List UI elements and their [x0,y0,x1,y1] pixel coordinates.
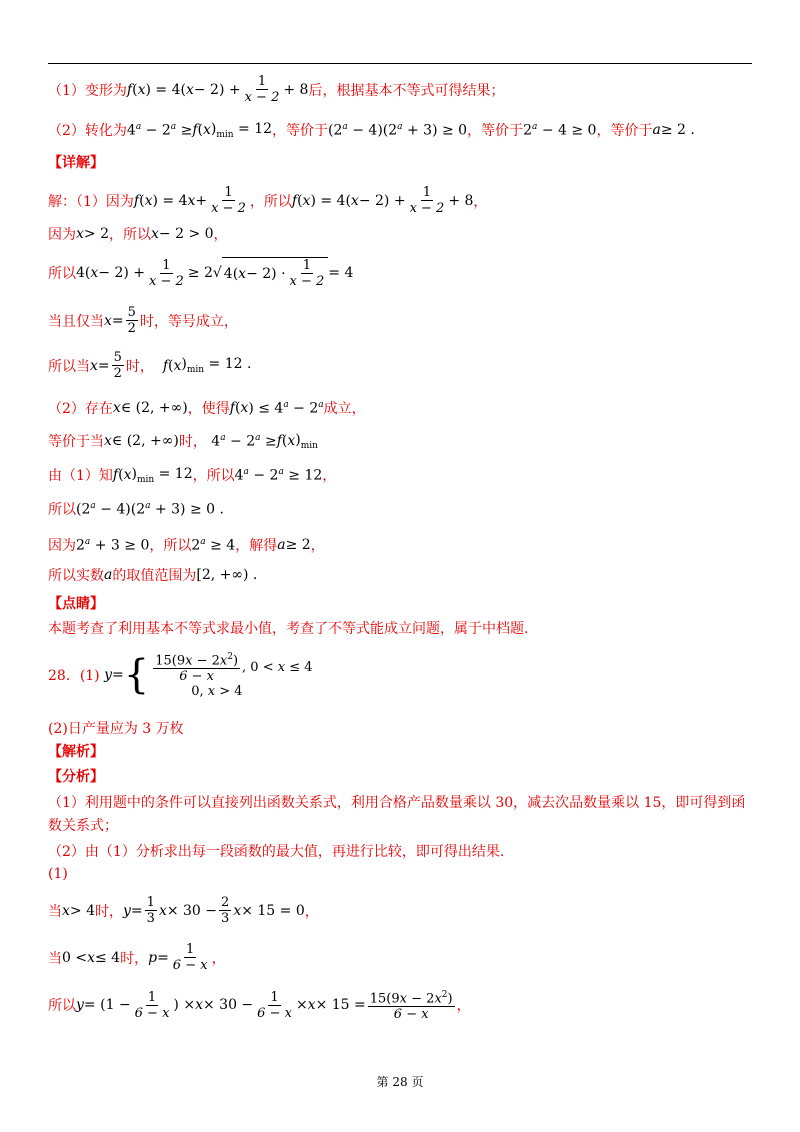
q28-answer-2: (2)日产量应为 3 万枚 [48,721,184,737]
analysis-line-2: 数关系式； [48,818,118,834]
page-number: 第 28 页 [376,1075,424,1089]
solution-line-11: 所以实数 a 的取值范围为 [2, +∞) . [48,567,258,584]
solution-line-9: 所以 $(2^a - 4)(2^a + 3) \ge 0$ . [48,500,224,518]
solution-line-10: 因为 $2^a + 3 \ge 0$ ，所以 $2^a \ge 4$ ，解得 a ≥ 2 ， [48,536,325,554]
comment-text: 本题考查了利用基本不等式求最小值，考查了不等式能成立问题，属于中档题. [48,621,529,637]
hint-line-2: （2）转化为 $4^a - 2^a$ ≥ f ( x )$_{min} = 12$ ，等价于 $(2^a - 4)(2^a + 3) \ge 0$ ，等价于 $2^a - 4 \ge 0$ ，等价于 a ≥ 2 . [48,120,695,140]
part-1-line-1: 当 x > 4 时， y = $\frac{1}{3}$ x × 30 − $\frac{2}{3}$ x × 15 = 0 ， [48,895,319,926]
solution-line-5: 所以当 x = $\frac{5}{2}$ 时， f ( x )$_{min} = 12$ . [48,350,252,381]
q28-answer-1: 28．(1) y = { $\frac{15(9x - 2x^2)}{6 - x}$ , 0 < x ≤ 4 0, x > 4 [48,651,313,700]
detail-heading: 【详解】 [48,155,104,171]
analysis-line-1: （1）利用题中的条件可以直接列出函数关系式，利用合格产品数量乘以 30，减去次品数量乘以 15，即可得到函 [48,795,746,811]
comment-heading: 【点睛】 [48,596,104,612]
solution-line-7: 等价于当 x ∈ (2, +∞) 时， $4^a - 2^a$ ≥ f ( x )$_{min}$ [48,431,318,451]
hint-line-1: （1）变形为 f ( x ) = 4( x − 2) + $\frac{1}{x - 2}$ + 8 后，根据基本不等式可得结果； [48,74,505,105]
analysis-heading: 【解析】 [48,744,104,760]
analysis-line-3: （2）由（1）分析求出每一段函数的最大值，再进行比较，即可得出结果. [48,844,505,860]
part-1-line-3: 所以 y = (1 − $\frac{1}{6 - x}$ ) × x × 30 − $\frac{1}{6 - x}$ × x × 15 = $\frac{15(9x - 2x^2)}{6 - x}$ ， [48,989,471,1023]
analysis-subheading: 【分析】 [48,769,104,785]
solution-line-1: 解：（1）因为 f ( x ) = 4 x + $\frac{1}{x - 2}$ ，所以 f ( x ) = 4( x − 2) + $\frac{1}{x - 2}$ + 8 ， [48,185,488,216]
part-1-line-2: 当 0 < x ≤ 4 时， p = $\frac{1}{6 - x}$ ， [48,942,226,973]
solution-line-6: （2）存在 x ∈ (2, +∞) ，使得 f ( x ) ≤ $4^a - 2^a$ 成立， [48,399,366,417]
solution-line-8: 由（1）知 f ( x )$_{min} = 12$ ，所以 $4^a - 2^a \ge 12$ ， [48,465,337,485]
solution-line-3: 所以 4( x − 2) + $\frac{1}{x - 2}$ ≥ 2 √ 4( x − 2) · $\frac{1}{x - 2}$ = 4 [48,257,354,289]
solution-line-2: 因为 x > 2 ，所以 x − 2 > 0 ， [48,226,228,243]
solution-line-4: 当且仅当 x = $\frac{5}{2}$ 时，等号成立， [48,305,238,336]
header-rule [48,63,752,64]
part-1-label: (1) [48,866,68,882]
